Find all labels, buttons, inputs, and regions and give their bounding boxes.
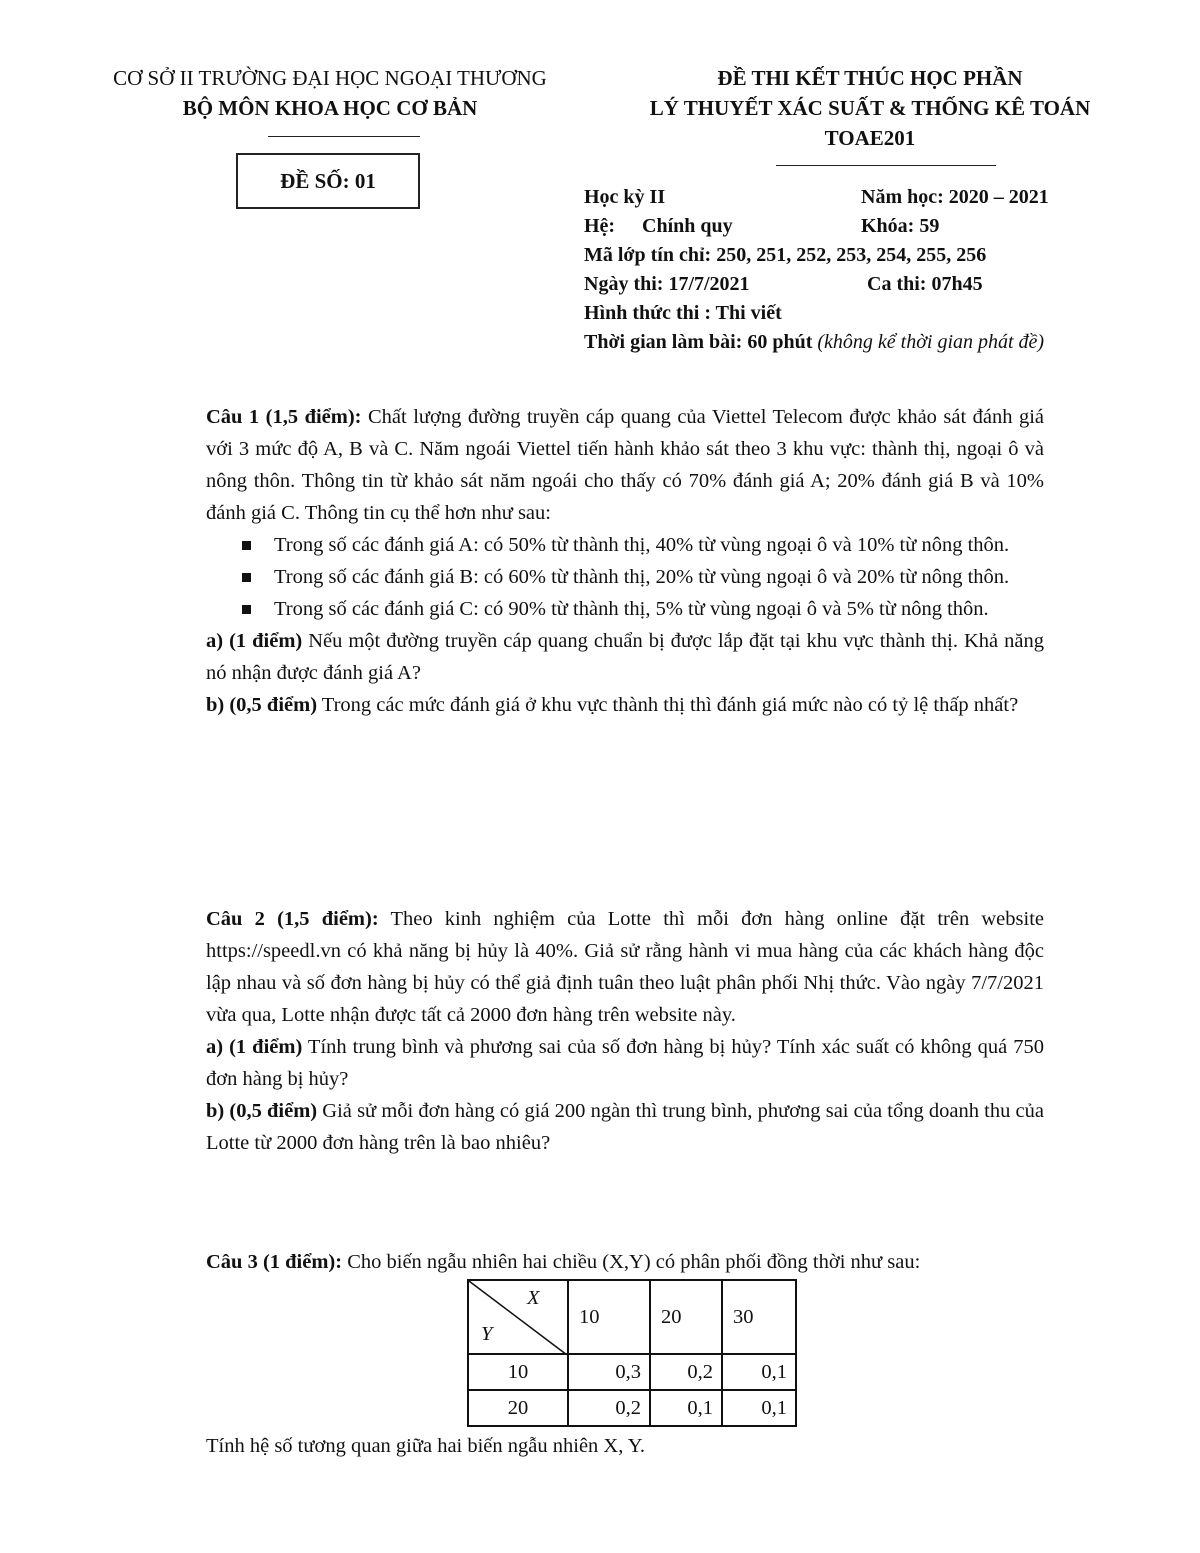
x-value-header: 30 <box>722 1280 796 1354</box>
bullet-text: Trong số các đánh giá C: có 90% từ thành thị, 5% từ vùng ngoại ô và 5% từ nông thôn. <box>274 598 989 620</box>
course-name: LÝ THUYẾT XÁC SUẤT & THỐNG KÊ TOÁN <box>649 96 1091 120</box>
question-2-intro <box>206 903 1044 1031</box>
question-1-part-b <box>206 689 1044 721</box>
part-b-label: b) (0,5 điểm) <box>206 1100 318 1122</box>
part-a-label: a) (1 điểm) <box>206 1036 303 1058</box>
system-label: Hệ: <box>584 215 616 237</box>
probability-cell: 0,1 <box>650 1390 722 1426</box>
question-1-bullet <box>206 593 1044 625</box>
y-value-cell: 10 <box>468 1354 568 1390</box>
exam-meta <box>584 183 1144 357</box>
probability-cell: 0,2 <box>568 1390 650 1426</box>
question-2 <box>206 903 1044 1159</box>
exam-title-header <box>600 63 1140 153</box>
question-1-text: Chất lượng đường truyền cáp quang của Viettel Telecom được khảo sát đánh giá với 3 mức độ A, B và C. Năm ngoái Viettel tiến hành khảo sát theo 3 khu vực: thành thị, ngoại ô và nông thôn. Thông tin từ khảo sát năm ngoái cho thấy có 70% đánh giá A; 20% đánh giá B và 10% đánh giá C. Thông tin cụ thể hơn như sau: <box>206 406 1045 524</box>
bullet-text: Trong số các đánh giá B: có 60% từ thành thị, 20% từ vùng ngoại ô và 20% từ nông thôn. <box>274 566 1010 588</box>
bullet-icon <box>242 541 251 550</box>
y-axis-label: Y <box>481 1323 493 1345</box>
question-1-bullet <box>206 561 1044 593</box>
x-value-header: 10 <box>568 1280 650 1354</box>
bullet-icon <box>242 605 251 614</box>
question-1-title: Câu 1 (1,5 điểm): <box>206 406 362 428</box>
course-code: TOAE201 <box>824 126 916 150</box>
part-a-text: Tính trung bình và phương sai của số đơn hàng bị hủy? Tính xác suất có không quá 750 đơn hàng bị hủy? <box>206 1036 1044 1090</box>
exam-duration-note: (không kể thời gian phát đề) <box>817 331 1045 353</box>
table-row <box>468 1354 796 1390</box>
question-2-text: Theo kinh nghiệm của Lotte thì mỗi đơn hàng online đặt trên website https://speedl.vn có khả năng bị hủy là 40%. Giả sử rằng hành vi mua hàng của các khách hàng độc lập nhau và số đơn hàng bị hủy có thể giả định tuân theo luật phân phối Nhị thức. Vào ngày 7/7/2021 vừa qua, Lotte nhận được tất cả 2000 đơn hàng trên website này. <box>206 908 1044 1026</box>
question-3-title: Câu 3 (1 điểm): <box>206 1251 343 1273</box>
exam-shift: Ca thi: 07h45 <box>867 273 983 295</box>
question-1 <box>206 401 1044 721</box>
university-name: CƠ SỞ II TRƯỜNG ĐẠI HỌC NGOẠI THƯƠNG <box>113 66 547 90</box>
department-name: BỘ MÔN KHOA HỌC CƠ BẢN <box>182 96 478 120</box>
probability-cell: 0,1 <box>722 1354 796 1390</box>
header-left-rule <box>268 136 420 137</box>
header-right-rule <box>776 165 996 166</box>
probability-cell: 0,1 <box>722 1390 796 1426</box>
exam-format: Hình thức thi : Thi viết <box>584 302 782 324</box>
part-a-label: a) (1 điểm) <box>206 630 303 652</box>
question-1-bullet <box>206 529 1044 561</box>
part-b-text: Trong các mức đánh giá ở khu vực thành thị thì đánh giá mức nào có tỷ lệ thấp nhất? <box>317 694 1019 716</box>
bullet-text: Trong số các đánh giá A: có 50% từ thành thị, 40% từ vùng ngoại ô và 10% từ nông thôn. <box>274 534 1010 556</box>
joint-distribution-table <box>467 1279 797 1427</box>
part-b-text: Giả sử mỗi đơn hàng có giá 200 ngàn thì trung bình, phương sai của tổng doanh thu của Lotte từ 2000 đơn hàng trên là bao nhiêu? <box>206 1100 1044 1154</box>
probability-cell: 0,3 <box>568 1354 650 1390</box>
question-2-title: Câu 2 (1,5 điểm): <box>206 908 379 930</box>
exam-duration: Thời gian làm bài: 60 phút <box>584 331 813 353</box>
x-value-header: 20 <box>650 1280 722 1354</box>
question-1-part-a <box>206 625 1044 689</box>
table-row <box>468 1390 796 1426</box>
part-b-label: b) (0,5 điểm) <box>206 694 318 716</box>
question-2-part-b <box>206 1095 1044 1159</box>
cohort: Khóa: 59 <box>861 215 940 237</box>
exam-title: ĐỀ THI KẾT THÚC HỌC PHẦN <box>717 66 1023 90</box>
probability-cell: 0,2 <box>650 1354 722 1390</box>
part-a-text: Nếu một đường truyền cáp quang chuẩn bị được lắp đặt tại khu vực thành thị. Khả năng nó nhận được đánh giá A? <box>206 630 1044 684</box>
system-value: Chính quy <box>642 215 733 237</box>
class-codes: Mã lớp tín chỉ: 250, 251, 252, 253, 254, 255, 256 <box>584 244 987 266</box>
exam-code-box <box>236 153 420 209</box>
bullet-icon <box>242 573 251 582</box>
table-corner-cell <box>468 1280 568 1354</box>
question-1-intro <box>206 401 1044 529</box>
semester: Học kỳ II <box>584 186 666 208</box>
institution-header <box>70 63 590 123</box>
question-2-part-a <box>206 1031 1044 1095</box>
exam-date: Ngày thi: 17/7/2021 <box>584 273 750 295</box>
question-3-intro <box>206 1246 1066 1278</box>
question-3-text: Cho biến ngẫu nhiên hai chiều (X,Y) có phân phối đồng thời như sau: <box>342 1251 921 1273</box>
x-axis-label: X <box>527 1287 540 1309</box>
question-3-task: Tính hệ số tương quan giữa hai biến ngẫu nhiên X, Y. <box>206 1435 646 1457</box>
academic-year: Năm học: 2020 – 2021 <box>861 186 1049 208</box>
exam-code: ĐỀ SỐ: 01 <box>280 168 376 193</box>
y-value-cell: 20 <box>468 1390 568 1426</box>
